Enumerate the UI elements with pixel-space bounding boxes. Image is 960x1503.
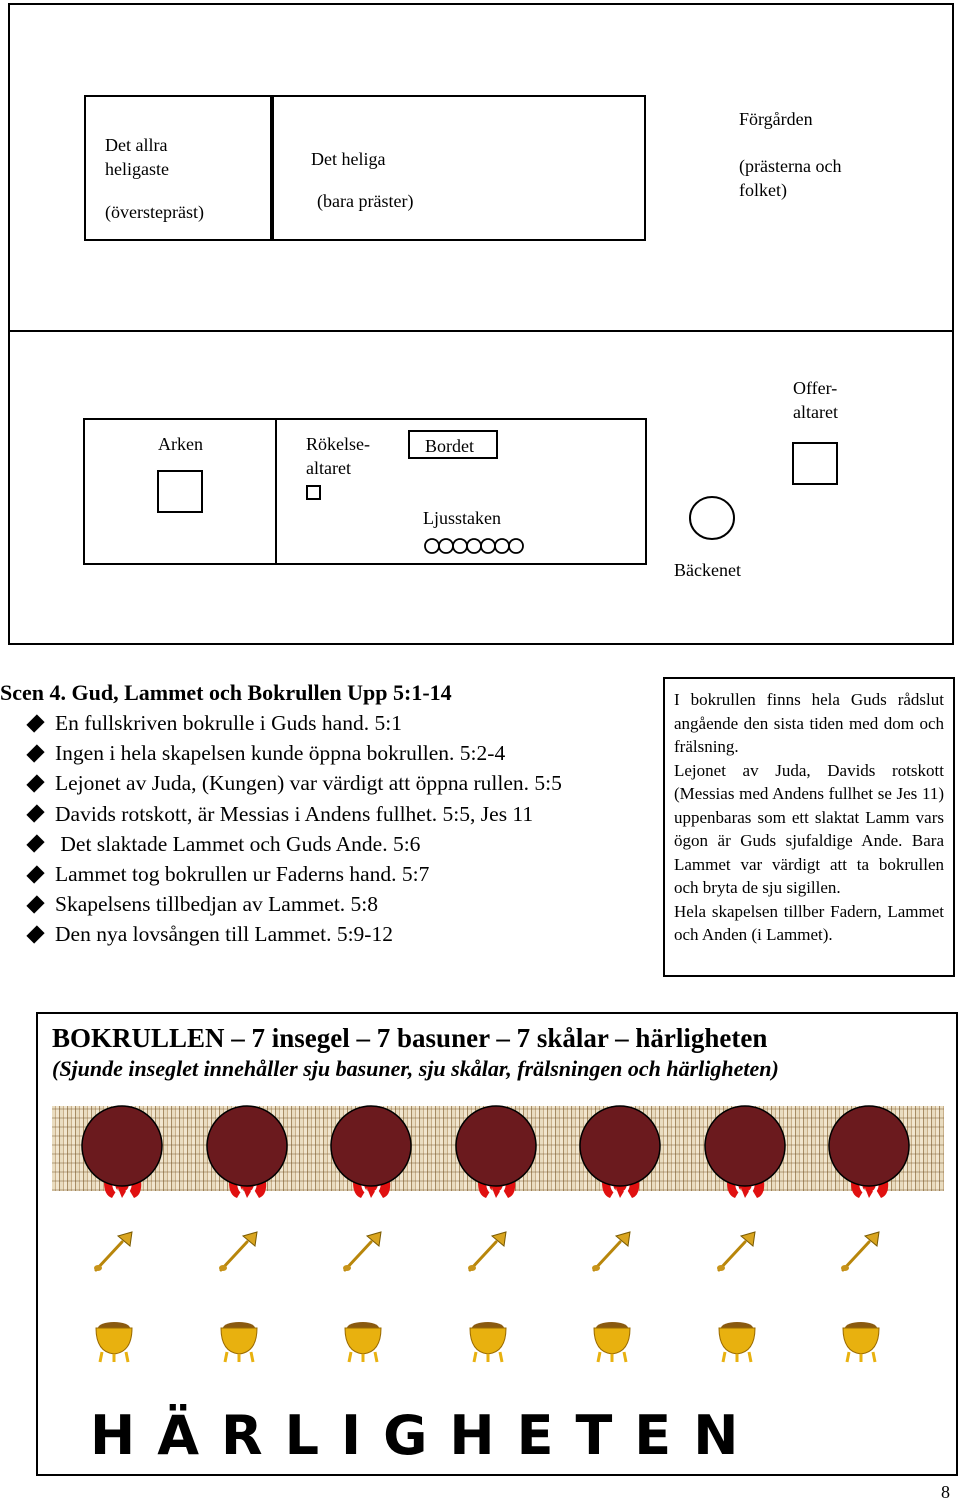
scroll-subtitle: (Sjunde inseglet innehåller sju basuner, sju skålar, frälsningen och härligheten) [52, 1056, 779, 1081]
incense-altar-icon [306, 485, 321, 500]
diamond-bullet-icon [26, 865, 44, 883]
glory-heading: HÄRLIGHETEN [90, 1404, 761, 1467]
diamond-bullet-icon [26, 744, 44, 762]
bowl-icon [466, 1318, 510, 1364]
summary-paragraph: Lejonet av Juda, Davids rotskott (Messias med Andens fullhet se Jes 11) uppenbaras som ett slaktat Lamm vars ögon är Guds sjufaldige Ande. Bara Lammet var värdigt att ta bokrullen och bryta de sju sigillen. [674, 760, 944, 897]
offering-altar-label: Offer-altaret [793, 378, 838, 422]
court-note: (prästerna och folket) [739, 156, 842, 200]
seal-icon [827, 1104, 911, 1200]
trumpet-icon [590, 1230, 634, 1274]
lampstand-label: Ljusstaken [423, 508, 501, 528]
seal-icon [454, 1104, 538, 1200]
seal-icon [329, 1104, 413, 1200]
sanctuary-divider [275, 418, 277, 565]
basin-icon [688, 495, 736, 541]
diamond-bullet-icon [26, 835, 44, 853]
list-item: Ingen i hela skapelsen kunde öppna bokrullen. 5:2-4 [30, 738, 562, 768]
summary-paragraph: Hela skapelsen tillber Fadern, Lammet och Anden (i Lammet). [674, 901, 944, 944]
seal-icon [80, 1104, 164, 1200]
diamond-bullet-icon [26, 805, 44, 823]
summary-box [663, 677, 955, 977]
bowl-icon [217, 1318, 261, 1364]
seal-icon [703, 1104, 787, 1200]
most-holy-title: Det allra heligaste [105, 135, 169, 179]
trumpet-icon [92, 1230, 136, 1274]
trumpet-icon [839, 1230, 883, 1274]
diamond-bullet-icon [26, 714, 44, 732]
list-item: En fullskriven bokrulle i Guds hand. 5:1 [30, 708, 562, 738]
holy-title: Det heliga [311, 149, 386, 169]
basin-label: Bäckenet [674, 560, 741, 580]
holy-note: (bara präster) [317, 191, 414, 211]
table-label: Bordet [425, 436, 474, 456]
trumpet-icon [466, 1230, 510, 1274]
bowl-icon [590, 1318, 634, 1364]
list-item: Den nya lovsången till Lammet. 5:9-12 [30, 919, 562, 949]
court-title: Förgården [739, 109, 813, 129]
offering-altar-icon [792, 442, 838, 485]
seal-icon [205, 1104, 289, 1200]
bowl-icon [839, 1318, 883, 1364]
lampstand-icon [422, 536, 530, 556]
trumpet-icon [341, 1230, 385, 1274]
scene-list [30, 708, 562, 950]
diamond-bullet-icon [26, 895, 44, 913]
list-item: Lejonet av Juda, (Kungen) var värdigt att öppna rullen. 5:5 [30, 768, 562, 798]
diamond-bullet-icon [26, 925, 44, 943]
list-item: Lammet tog bokrullen ur Faderns hand. 5:7 [30, 859, 562, 889]
most-holy-note: (överstepräst) [105, 202, 204, 222]
ark-icon [157, 470, 203, 513]
list-item: Skapelsens tillbedjan av Lammet. 5:8 [30, 889, 562, 919]
scene-title: Scen 4. Gud, Lammet och Bokrullen Upp 5:1-14 [0, 680, 452, 705]
diamond-bullet-icon [26, 774, 44, 792]
seal-icon [578, 1104, 662, 1200]
trumpet-icon [715, 1230, 759, 1274]
incense-altar-label: Rökelse-altaret [306, 434, 370, 478]
list-item: Davids rotskott, är Messias i Andens fullhet. 5:5, Jes 11 [30, 799, 562, 829]
scroll-title: BOKRULLEN – 7 insegel – 7 basuner – 7 skålar – härligheten [52, 1023, 768, 1053]
list-item: Det slaktade Lammet och Guds Ande. 5:6 [30, 829, 562, 859]
bowl-icon [715, 1318, 759, 1364]
ark-label: Arken [158, 434, 203, 454]
bowl-icon [92, 1318, 136, 1364]
bowl-icon [341, 1318, 385, 1364]
summary-paragraph: I bokrullen finns hela Guds rådslut angående den sista tiden med dom och frälsning. [674, 690, 944, 756]
trumpet-icon [217, 1230, 261, 1274]
page-number: 8 [941, 1482, 950, 1502]
